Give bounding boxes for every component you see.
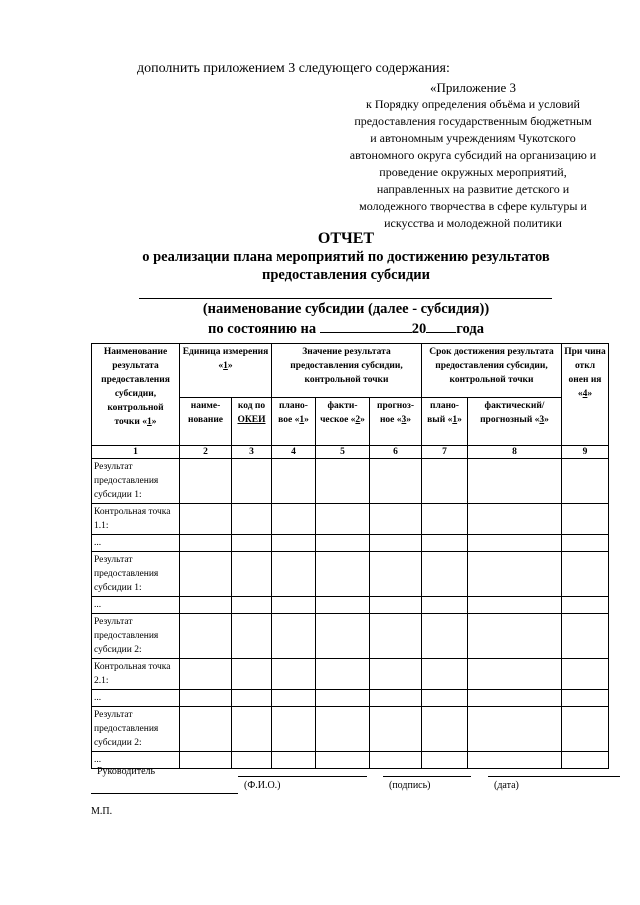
table-cell[interactable] — [316, 690, 370, 707]
header-deadline-actual: фактический/ прогнозный «3» — [468, 398, 562, 446]
signature-head-line — [91, 793, 238, 794]
table-row — [92, 504, 609, 535]
table-cell[interactable] — [370, 614, 422, 659]
header-value: Значение результата предоставления субсидии, контрольной точки — [272, 344, 422, 398]
table-cell[interactable] — [232, 504, 272, 535]
table-cell[interactable] — [422, 614, 468, 659]
table-cell[interactable] — [316, 614, 370, 659]
table-cell[interactable] — [272, 459, 316, 504]
table-cell[interactable] — [422, 597, 468, 614]
header-planned: плано-вое «1» — [272, 398, 316, 446]
column-number: 9 — [562, 446, 609, 459]
state-prefix: по состоянию на — [208, 321, 317, 337]
column-number: 2 — [180, 446, 232, 459]
column-number: 3 — [232, 446, 272, 459]
table-cell[interactable] — [272, 504, 316, 535]
table-cell[interactable] — [272, 535, 316, 552]
table-cell[interactable] — [468, 707, 562, 752]
table-row — [92, 614, 609, 659]
table-cell[interactable] — [422, 459, 468, 504]
table-cell[interactable] — [180, 707, 232, 752]
table-row — [92, 659, 609, 690]
state-date-blank — [320, 318, 412, 333]
table-cell[interactable] — [316, 535, 370, 552]
header-unit-name: наиме-нование — [180, 398, 232, 446]
report-title: ОТЧЕТ — [317, 230, 375, 247]
table-cell[interactable] — [468, 659, 562, 690]
appendix-line: проведение окружных мероприятий, — [379, 165, 567, 179]
table-cell[interactable] — [422, 707, 468, 752]
table-cell[interactable] — [562, 597, 609, 614]
table-cell[interactable] — [232, 752, 272, 769]
table-row — [92, 690, 609, 707]
table-cell[interactable] — [370, 504, 422, 535]
table-cell[interactable] — [180, 597, 232, 614]
appendix-header — [330, 79, 616, 232]
table-cell[interactable] — [180, 659, 232, 690]
signature-sign-label: (подпись) — [389, 780, 431, 791]
table-cell[interactable] — [370, 659, 422, 690]
row-label: Контрольная точка 1.1: — [92, 504, 180, 535]
appendix-line: молодежного творчества в сфере культуры и — [359, 199, 587, 213]
table-cell[interactable] — [232, 597, 272, 614]
column-number: 4 — [272, 446, 316, 459]
stamp-label: М.П. — [91, 806, 113, 817]
appendix-line: к Порядку определения объёма и условий — [366, 97, 580, 111]
report-subtitle: о реализации плана мероприятий по достижению результатов — [142, 249, 550, 265]
row-label: ... — [92, 535, 180, 552]
appendix-line: направленных на развитие детского и — [376, 182, 570, 196]
table-cell[interactable] — [562, 504, 609, 535]
table-cell[interactable] — [316, 752, 370, 769]
table-cell[interactable] — [422, 535, 468, 552]
subsidy-block — [100, 300, 592, 338]
column-number: 7 — [422, 446, 468, 459]
column-number: 6 — [370, 446, 422, 459]
table-cell[interactable] — [422, 504, 468, 535]
row-label: ... — [92, 752, 180, 769]
table-cell[interactable] — [180, 690, 232, 707]
table-cell[interactable] — [562, 614, 609, 659]
table-cell[interactable] — [370, 690, 422, 707]
table-cell[interactable] — [180, 459, 232, 504]
table-cell[interactable] — [180, 552, 232, 597]
table-cell[interactable] — [422, 659, 468, 690]
table-cell[interactable] — [316, 707, 370, 752]
table-cell[interactable] — [468, 614, 562, 659]
column-number: 5 — [316, 446, 370, 459]
table-cell[interactable] — [468, 459, 562, 504]
table-cell[interactable] — [562, 459, 609, 504]
signature-date-line — [488, 776, 620, 777]
table-cell[interactable] — [232, 707, 272, 752]
appendix-line: «Приложение 3 — [429, 80, 517, 95]
header-forecast: прогноз-ное «3» — [370, 398, 422, 446]
row-label: Результат предоставления субсидии 1: — [92, 552, 180, 597]
table-cell[interactable] — [370, 459, 422, 504]
table-cell[interactable] — [316, 552, 370, 597]
report-heading — [100, 230, 592, 284]
table-cell[interactable] — [370, 552, 422, 597]
table-cell[interactable] — [468, 504, 562, 535]
header-reason: При чина откл онен ия «4» — [562, 344, 609, 446]
appendix-line: искусства и молодежной политики — [384, 216, 562, 230]
table-cell[interactable] — [468, 597, 562, 614]
signature-sign-line — [383, 776, 471, 777]
header-name: Наименование результата предоставления субсидии, контрольной точки «1» — [92, 344, 180, 446]
table-cell[interactable] — [272, 614, 316, 659]
signature-fio-label: (Ф.И.О.) — [244, 780, 281, 791]
state-year: 20 — [411, 321, 427, 337]
table-row — [92, 707, 609, 752]
column-number: 8 — [468, 446, 562, 459]
table-cell[interactable] — [562, 552, 609, 597]
table-cell[interactable] — [272, 552, 316, 597]
appendix-line: и автономным учреждениям Чукотского — [370, 131, 576, 145]
row-label: Результат предоставления субсидии 2: — [92, 707, 180, 752]
row-label: ... — [92, 597, 180, 614]
table-row — [92, 535, 609, 552]
signature-date-label: (дата) — [494, 780, 519, 791]
subsidy-name-caption: (наименование субсидии (далее - субсидия)) — [202, 301, 490, 317]
table-cell[interactable] — [562, 752, 609, 769]
table-cell[interactable] — [468, 535, 562, 552]
table-cell[interactable] — [180, 614, 232, 659]
table-cell[interactable] — [232, 552, 272, 597]
state-suffix: года — [456, 321, 484, 337]
state-date-line — [100, 318, 592, 338]
table-cell[interactable] — [422, 752, 468, 769]
appendix-line: предоставления государственным бюджетным — [354, 114, 592, 128]
table-cell[interactable] — [468, 552, 562, 597]
table-cell[interactable] — [316, 659, 370, 690]
row-label: Результат предоставления субсидии 2: — [92, 614, 180, 659]
row-label: Результат предоставления субсидии 1: — [92, 459, 180, 504]
table-cell[interactable] — [232, 459, 272, 504]
table-cell[interactable] — [180, 535, 232, 552]
table-body — [92, 459, 609, 769]
signature-fio-line — [238, 776, 367, 777]
table-cell[interactable] — [370, 707, 422, 752]
signature-head: Руководитель — [97, 766, 156, 777]
table-cell[interactable] — [370, 597, 422, 614]
table-cell[interactable] — [232, 659, 272, 690]
report-subtitle: предоставления субсидии — [261, 267, 430, 283]
table-cell[interactable] — [272, 752, 316, 769]
row-label: ... — [92, 690, 180, 707]
table-cell[interactable] — [562, 659, 609, 690]
table-cell[interactable] — [316, 459, 370, 504]
table-cell[interactable] — [180, 752, 232, 769]
row-label: Контрольная точка 2.1: — [92, 659, 180, 690]
column-number: 1 — [92, 446, 180, 459]
table-cell[interactable] — [316, 504, 370, 535]
table-row — [92, 459, 609, 504]
table-cell[interactable] — [272, 690, 316, 707]
header-unit: Единица измерения «1» — [180, 344, 272, 398]
intro-text: дополнить приложением 3 следующего содержания: — [137, 61, 450, 76]
header-unit-code: код по ОКЕИ — [232, 398, 272, 446]
table-cell[interactable] — [272, 597, 316, 614]
table-cell[interactable] — [180, 504, 232, 535]
table-cell[interactable] — [232, 614, 272, 659]
table-cell[interactable] — [272, 659, 316, 690]
report-table — [91, 343, 609, 769]
table-cell[interactable] — [422, 690, 468, 707]
header-deadline-planned: плано-вый «1» — [422, 398, 468, 446]
header-deadline: Срок достижения результата предоставления субсидии, контрольной точки — [422, 344, 562, 398]
table-cell[interactable] — [232, 690, 272, 707]
appendix-line: автономного округа субсидий на организацию и — [349, 148, 597, 162]
subsidy-name-line — [139, 298, 552, 299]
table-cell[interactable] — [422, 552, 468, 597]
table-row — [92, 552, 609, 597]
table-cell[interactable] — [272, 707, 316, 752]
table-row — [92, 597, 609, 614]
table-cell[interactable] — [562, 707, 609, 752]
table-cell[interactable] — [562, 690, 609, 707]
table-cell[interactable] — [316, 597, 370, 614]
state-year-blank — [426, 318, 456, 333]
table-cell[interactable] — [232, 535, 272, 552]
header-actual: факти-ческое «2» — [316, 398, 370, 446]
table-cell[interactable] — [468, 690, 562, 707]
table-cell[interactable] — [468, 752, 562, 769]
table-row — [92, 752, 609, 769]
table-cell[interactable] — [562, 535, 609, 552]
table-cell[interactable] — [370, 535, 422, 552]
table-cell[interactable] — [370, 752, 422, 769]
